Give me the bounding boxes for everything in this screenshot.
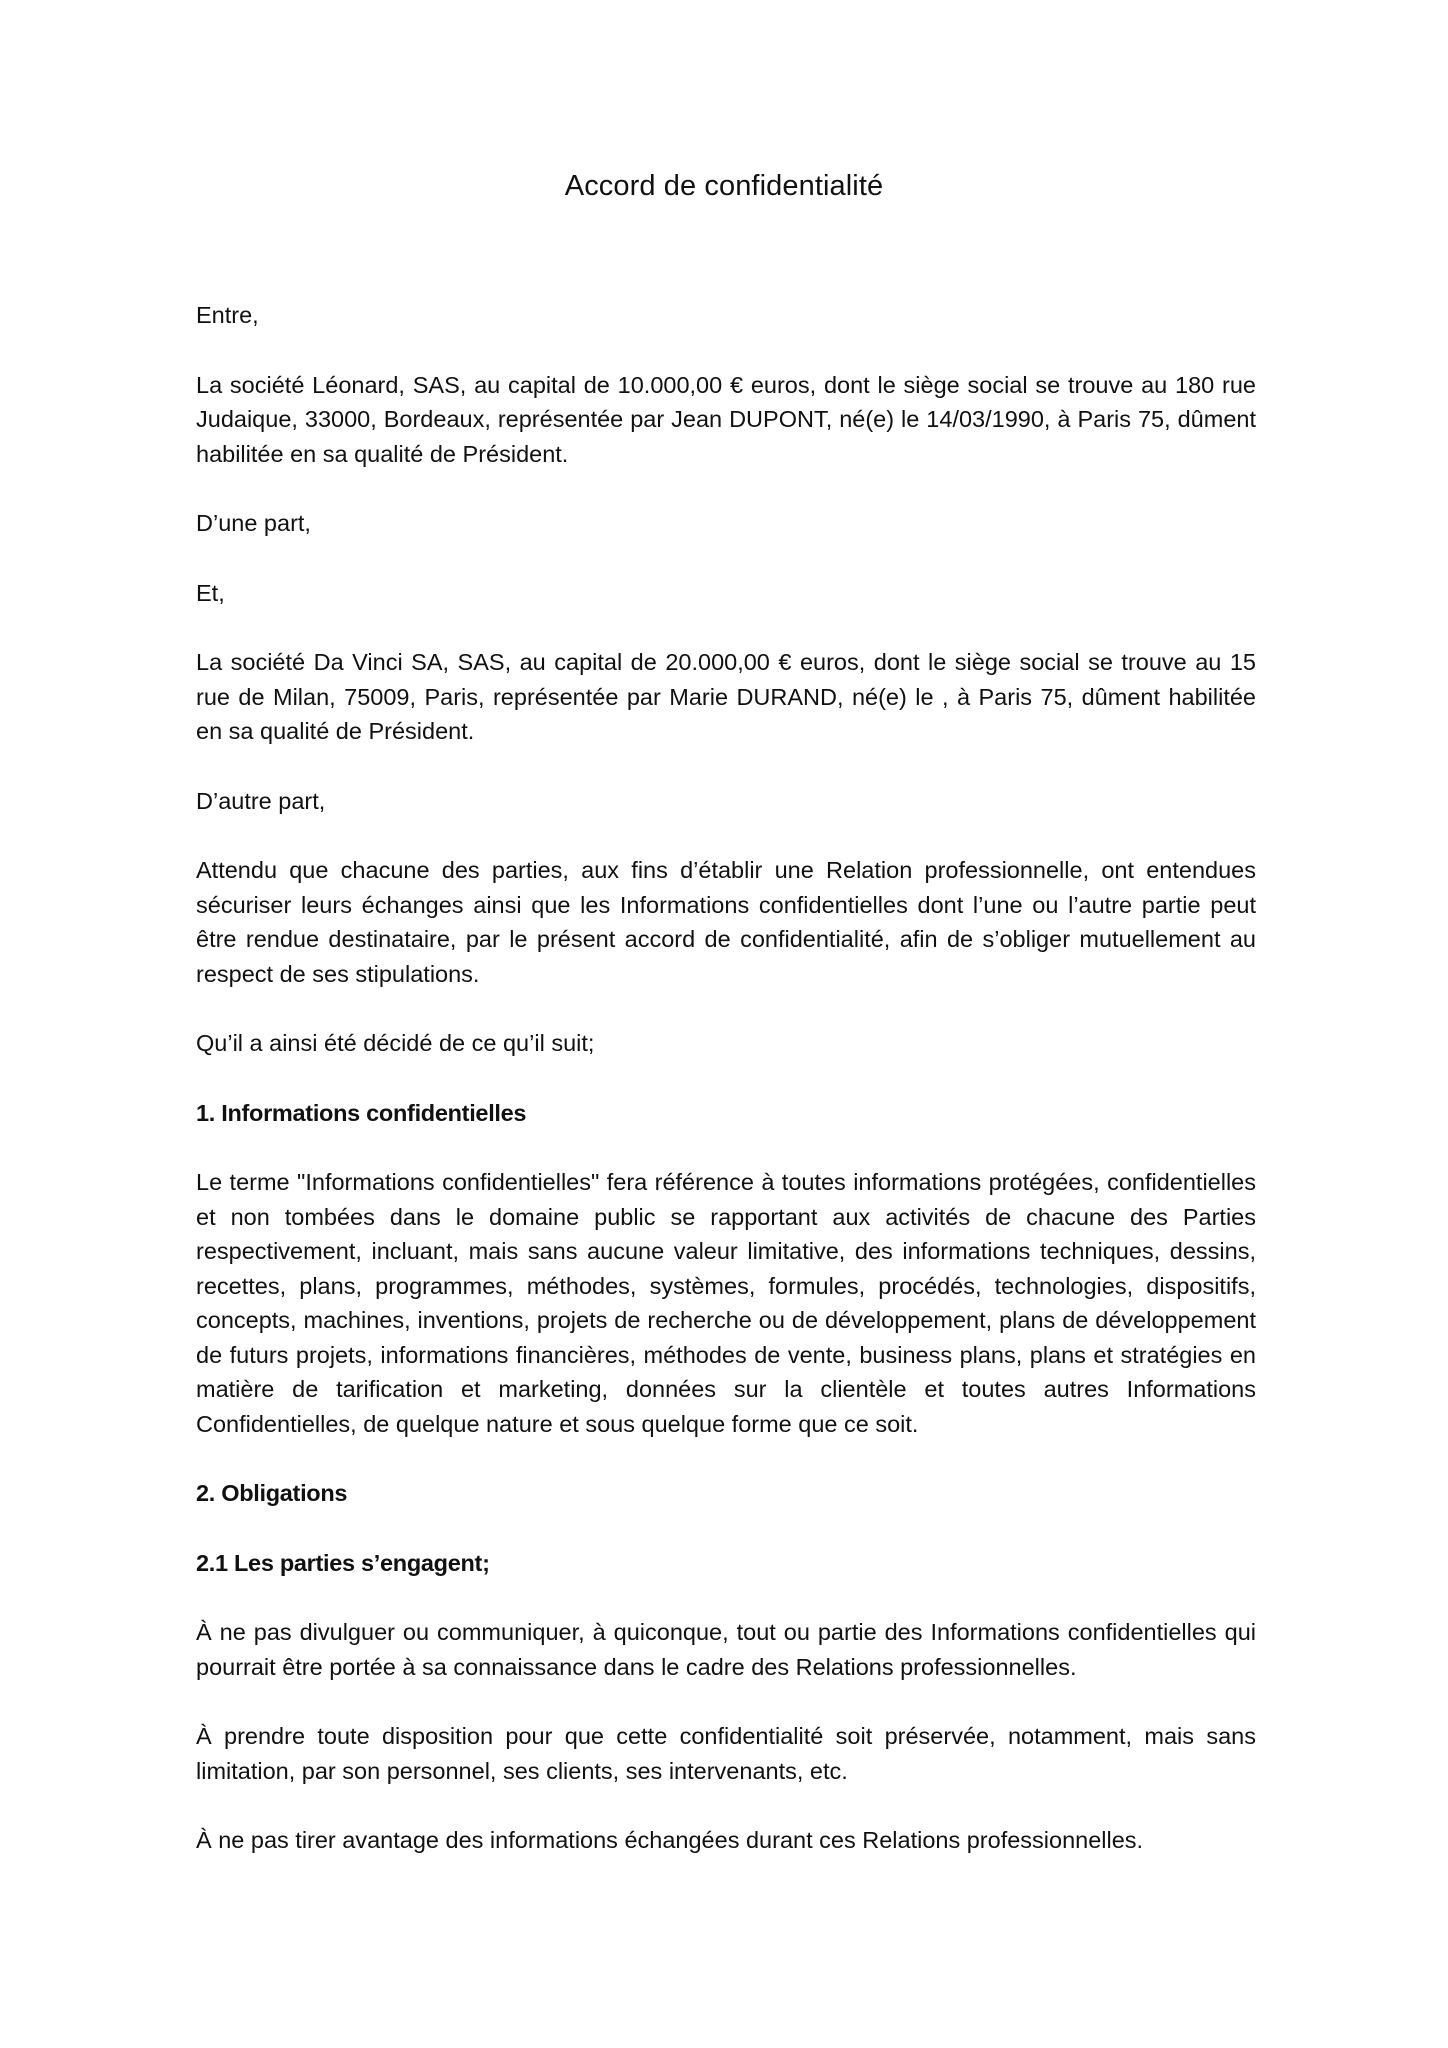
section-1-heading: 1. Informations confidentielles: [196, 1099, 527, 1126]
paragraph-entre: Entre,: [196, 302, 259, 328]
section-2-heading: 2. Obligations: [196, 1480, 348, 1506]
paragraph-et: Et,: [196, 579, 225, 606]
document-body: [196, 298, 1256, 1858]
section-1-text: Le terme "Informations confidentielles" fera référence à toutes informations protégées, confidentielles et non tombées dans le domaine public se rapportant aux activités de chacune des Parties respectivement, incluant, mais sans aucune valeur limitative, des informations techniques, dessins, recettes, plans, programmes, méthodes, systèmes, formules, procédés, technologies, dispositifs, concepts, machines, inventions, projets de recherche ou de développement, plans de développement de futurs projets, informations financières, méthodes de vente, business plans, plans et stratégies en matière de tarification et marketing, données sur la clientèle et toutes autres Informations Confidentielles, de quelque nature et sous quelque forme que ce soit.: [196, 1169, 1256, 1437]
obligation-3: À ne pas tirer avantage des informations échangées durant ces Relations professionnelles.: [196, 1827, 1144, 1853]
document-title: Accord de confidentialité: [564, 170, 884, 202]
paragraph-dautre-part: D’autre part,: [196, 787, 326, 814]
paragraph-party-1: La société Léonard, SAS, au capital de 10.000,00 € euros, dont le siège social se trouve au 180 rue Judaique, 33000, Bordeaux, représentée par Jean DUPONT, né(e) le 14/03/1990, à Paris 75, dûment habilitée en sa qualité de Président.: [196, 371, 1256, 467]
paragraph-party-2: La société Da Vinci SA, SAS, au capital de 20.000,00 € euros, dont le siège social se trouve au 15 rue de Milan, 75009, Paris, représentée par Marie DURAND, né(e) le , à Paris 75, dûment habilitée en sa qualité de Président.: [196, 649, 1256, 744]
obligation-1: À ne pas divulguer ou communiquer, à quiconque, tout ou partie des Informations confidentielles qui pourrait être portée à sa connaissance dans le cadre des Relations professionnelles.: [196, 1619, 1256, 1680]
paragraph-decide: Qu’il a ainsi été décidé de ce qu’il suit;: [196, 1030, 595, 1056]
section-2-1-heading: 2.1 Les parties s’engagent;: [196, 1549, 490, 1576]
obligation-2: À prendre toute disposition pour que cette confidentialité soit préservée, notamment, mais sans limitation, par son personnel, ses clients, ses intervenants, etc.: [196, 1723, 1256, 1784]
paragraph-attendu: Attendu que chacune des parties, aux fins d’établir une Relation professionnelle, ont entendues sécuriser leurs échanges ainsi que les Informations confidentielles dont l’une ou l’autre partie peut être rendue destinataire, par le présent accord de confidentialité, afin de s’obliger mutuellement au respect de ses stipulations.: [196, 857, 1256, 987]
paragraph-dune-part: D’une part,: [196, 510, 311, 536]
